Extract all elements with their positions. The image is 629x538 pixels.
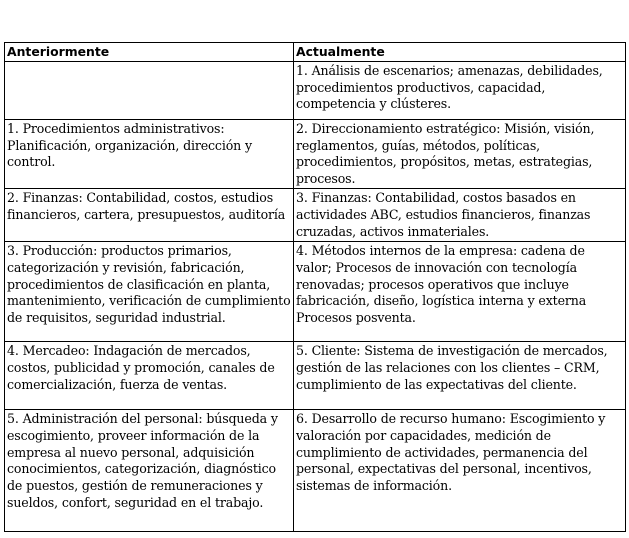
comparison-table (4, 42, 626, 532)
table-row (5, 341, 626, 409)
cell-anteriormente: 5. Administración del personal: búsqueda y escogimiento, proveer información de la empresa al nuevo personal, adquisición conocimientos, categorización, diagnóstico de puestos, gestión de remuneraciones y sueldos, confort, seguridad en el trabajo. (5, 409, 294, 531)
header-anteriormente: Anteriormente (5, 43, 294, 62)
cell-actualmente: 3. Finanzas: Contabilidad, costos basados en actividades ABC, estudios financieros, finanzas cruzadas, activos inmateriales. (294, 188, 626, 241)
table-row (5, 119, 626, 188)
cell-anteriormente (5, 61, 294, 119)
table-row (5, 241, 626, 341)
table-row (5, 188, 626, 241)
cell-anteriormente: 4. Mercadeo: Indagación de mercados, costos, publicidad y promoción, canales de comercialización, fuerza de ventas. (5, 341, 294, 409)
cell-anteriormente: 1. Procedimientos administrativos: Planificación, organización, dirección y control. (5, 119, 294, 188)
header-row (5, 43, 626, 62)
cell-anteriormente: 3. Producción: productos primarios, categorización y revisión, fabricación, procedimientos de clasificación en planta, mantenimiento, verificación de cumplimiento de requisitos, seguridad industrial. (5, 241, 294, 341)
cell-anteriormente: 2. Finanzas: Contabilidad, costos, estudios financieros, cartera, presupuestos, auditoría (5, 188, 294, 241)
cell-actualmente: 5. Cliente: Sistema de investigación de mercados, gestión de las relaciones con los clientes – CRM, cumplimiento de las expectativas del cliente. (294, 341, 626, 409)
cell-actualmente: 2. Direccionamiento estratégico: Misión, visión, reglamentos, guías, métodos, políticas, procedimientos, propósitos, metas, estrategias, procesos. (294, 119, 626, 188)
cell-actualmente: 4. Métodos internos de la empresa: cadena de valor; Procesos de innovación con tecnología renovadas; procesos operativos que incluye fabricación, diseño, logística interna y externa Procesos posventa. (294, 241, 626, 341)
cell-actualmente: 1. Análisis de escenarios; amenazas, debilidades, procedimientos productivos, capacidad, competencia y clústeres. (294, 61, 626, 119)
table-row (5, 409, 626, 531)
cell-actualmente: 6. Desarrollo de recurso humano: Escogimiento y valoración por capacidades, medición de cumplimiento de actividades, permanencia del personal, expectativas del personal, incentivos, sistemas de información. (294, 409, 626, 531)
header-actualmente: Actualmente (294, 43, 626, 62)
table-row (5, 61, 626, 119)
